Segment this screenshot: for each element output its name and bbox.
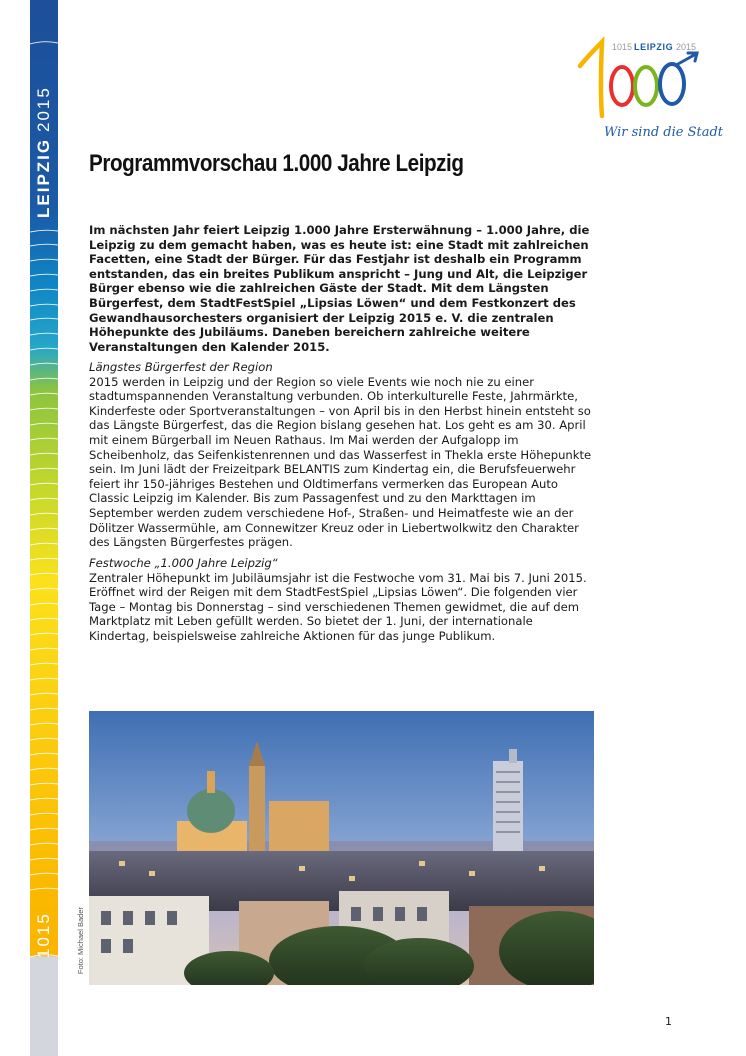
section-festwoche bbox=[89, 556, 594, 644]
strip-label-leipzig-2015 bbox=[30, 88, 58, 216]
leipzig-skyline-photo bbox=[89, 711, 594, 985]
leipzig-1000-logo bbox=[574, 36, 724, 146]
section-body: Zentraler Höhepunkt im Jubiläumsjahr ist die Festwoche vom 31. Mai bis 7. Juni 2015. Eröffnet wird der Reigen mit dem StadtFestSpiel „Lipsias Löwen“. Die folgenden vier Tage – Montag bis Donnerstag – sind verschiedenen Themen gewidmet, die auf dem Marktplatz mit Leben gefüllt werden. So bietet der 1. Juni, der internationale Kindertag, beispielsweise zahlreiche Aktionen für das junge Publikum. bbox=[89, 570, 587, 643]
section-body: 2015 werden in Leipzig und der Region so viele Events wie noch nie zu einer stadtumspannenden Veranstaltung verbunden. Ob interkulturelle Feste, Jahrmärkte, Kinderfeste oder Sportveranstaltungen – von April bis in den Herbst hinein entsteht so das Längste Bürgerfest, das die Region bislang gesehen hat. Los geht es am 30. April mit einem Bürgerball im Neuen Rathaus. Im Mai werden der Aufgalopp im Scheibenholz, das Seifenkistenrennen und das Wasserfest in Thekla erste Höhepunkte sein. Im Juni lädt der Freizeitpark BELANTIS zum Kindertag ein, die Berufsfeuerwehr feiert ihr 150-jähriges Bestehen und Oldtimerfans vermerken das European Auto Classic Leipzig im Kalender. Bis zum Passagenfest und zu den Markttagen im September werden zudem verschiedene Hof-, Straßen- und Heimatfeste wie an der Dölitzer Wassermühle, am Connewitzer Kreuz oder in Liebertwolkwitz den Charakter des Längsten Bürgerfestes prägen. bbox=[89, 374, 592, 550]
logo-year-1015: 1015 bbox=[612, 42, 633, 52]
strip-label-year: 2015 bbox=[34, 86, 53, 132]
section-buergerfest bbox=[89, 360, 594, 550]
page-number: 1 bbox=[665, 1015, 672, 1028]
strip-label-1015: 1015 bbox=[34, 912, 53, 958]
intro-paragraph: Im nächsten Jahr feiert Leipzig 1.000 Jahre Ersterwähnung – 1.000 Jahre, die Leipzig zu dem gemacht haben, was es heute ist: eine Stadt mit zahlreichen Facetten, eine Stadt der Bürger. Für das Festjahr ist deshalb ein Programm entstanden, das ein breites Publikum anspricht – Jung und Alt, die Leipziger Bürger ebenso wie die zahlreichen Gäste der Stadt. Mit dem Längsten Bürgerfest, dem StadtFestSpiel „Lipsias Löwen“ und dem Festkonzert des Gewandhausorchesters organisiert der Leipzig 2015 e. V. die zentralen Höhepunkte des Jubiläums. Daneben bereichern zahlreiche weitere Veranstaltungen den Kalender 2015. bbox=[89, 223, 590, 354]
logo-city: LEIPZIG bbox=[634, 42, 674, 52]
logo-slogan: Wir sind die Stadt bbox=[604, 125, 724, 140]
logo-number-art bbox=[580, 42, 697, 116]
page-title: Programmvorschau 1.000 Jahre Leipzig bbox=[89, 150, 464, 177]
strip-label-city: LEIPZIG bbox=[34, 137, 53, 218]
section-heading: Festwoche „1.000 Jahre Leipzig“ bbox=[89, 556, 278, 570]
logo-year-2015: 2015 bbox=[676, 42, 697, 52]
photo-credit: Foto: Michael Bader bbox=[76, 907, 85, 975]
section-heading: Längstes Bürgerfest der Region bbox=[89, 360, 273, 374]
